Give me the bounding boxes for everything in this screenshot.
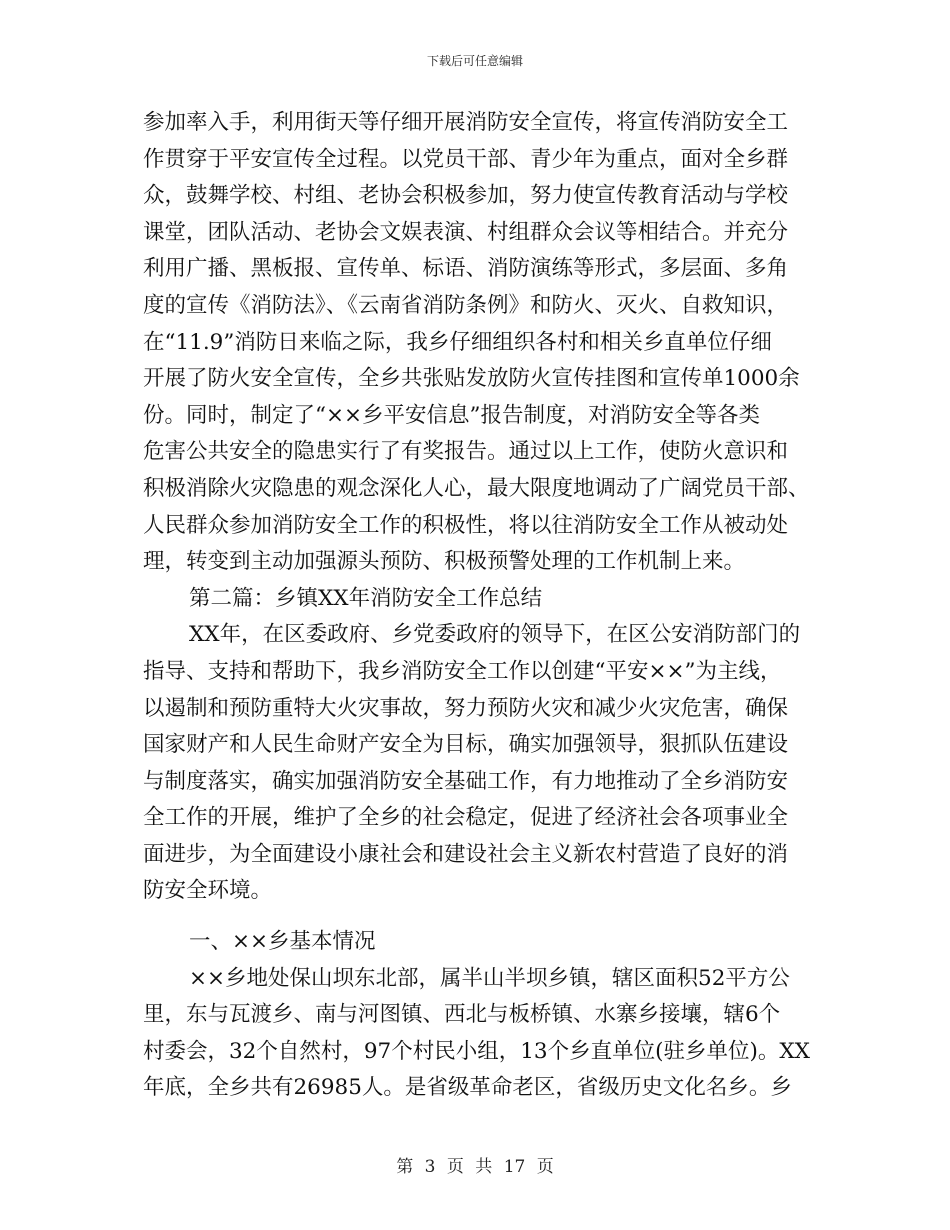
text-line: 面进步，为全面建设小康社会和建设社会主义新农村营造了良好的消	[143, 841, 789, 867]
text-line: 作贯穿于平安宣传全过程。以党员干部、青少年为重点，面对全乡群	[143, 146, 789, 172]
text-line: 份。同时，制定了“××乡平安信息”报告制度，对消防安全等各类	[143, 402, 761, 428]
text-line: XX年，在区委政府、乡党委政府的领导下，在区公安消防部门的	[189, 622, 801, 648]
text-line: 危害公共安全的隐患实行了有奖报告。通过以上工作，使防火意识和	[143, 439, 789, 465]
text-line: 在“11.9”消防日来临之际，我乡仔细组织各村和相关乡直单位仔细	[143, 329, 772, 355]
section-title: 第二篇：乡镇XX年消防安全工作总结	[189, 585, 543, 611]
page-header: 下载后可任意编辑	[426, 54, 523, 68]
text-line: 利用广播、黑板报、宣传单、标语、消防演练等形式，多层面、多角	[143, 256, 789, 282]
subsection-title: 一、××乡基本情况	[189, 929, 376, 955]
text-line: 村委会，32个自然村，97个村民小组，13个乡直单位(驻乡单位)。XX	[143, 1038, 810, 1064]
text-line: 理，转变到主动加强源头预防、积极预警处理的工作机制上来。	[143, 549, 746, 575]
text-line: 度的宣传《消防法》、《云南省消防条例》和防火、灭火、自救知识，	[143, 292, 789, 318]
document-body	[143, 105, 810, 1107]
text-line: 课堂，团队活动、老协会文娱表演、村组群众会议等相结合。并充分	[143, 219, 789, 245]
text-line: ××乡地处保山坝东北部，属半山半坝乡镇，辖区面积52平方公	[189, 965, 790, 991]
text-line: 人民群众参加消防安全工作的积极性，将以往消防安全工作从被动处	[143, 512, 789, 538]
text-line: 与制度落实，确实加强消防安全基础工作，有力地推动了全乡消防安	[143, 768, 789, 794]
text-line: 指导、支持和帮助下，我乡消防安全工作以创建“平安××”为主线，	[143, 658, 782, 684]
text-line: 防安全环境。	[143, 878, 273, 904]
page-number: 第 3 页 共 17 页	[396, 1157, 554, 1177]
text-line: 国家财产和人民生命财产安全为目标，确实加强领导，狠抓队伍建设	[143, 732, 789, 758]
text-line: 里，东与瓦渡乡、南与河图镇、西北与板桥镇、水寨乡接壤，辖6个	[143, 1002, 781, 1028]
text-line: 参加率入手，利用街天等仔细开展消防安全宣传，将宣传消防安全工	[143, 110, 789, 135]
text-line: 全工作的开展，维护了全乡的社会稳定，促进了经济社会各项事业全	[143, 805, 789, 831]
text-line: 以遏制和预防重特大火灾事故，努力预防火灾和减少火灾危害，确保	[143, 695, 789, 721]
text-line: 积极消除火灾隐患的观念深化人心，最大限度地调动了广阔党员干部、	[143, 475, 810, 501]
text-line: 年底，全乡共有26985人。是省级革命老区，省级历史文化名乡。乡	[143, 1075, 792, 1101]
text-line: 开展了防火安全宣传，全乡共张贴发放防火宣传挂图和宣传单1000余	[143, 366, 800, 392]
paragraph-gap	[143, 910, 803, 924]
text-line: 众，鼓舞学校、村组、老协会积极参加，努力使宣传教育活动与学校	[143, 183, 789, 209]
